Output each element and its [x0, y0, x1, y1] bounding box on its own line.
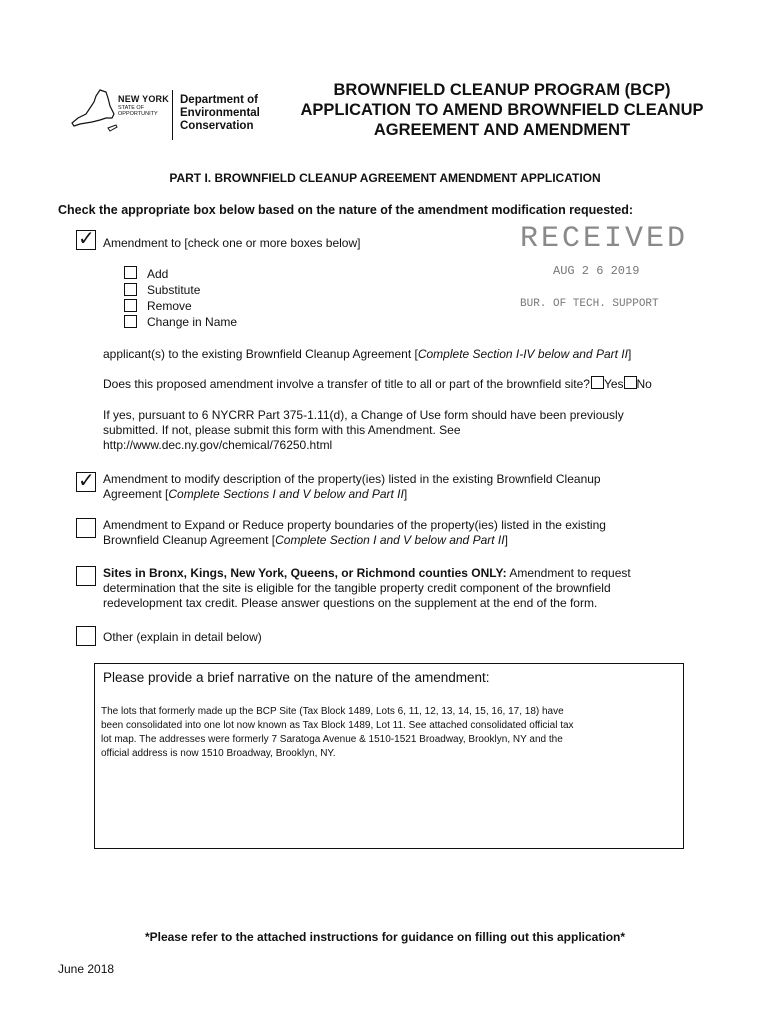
footer-note: *Please refer to the attached instructions for guidance on filling out this application*	[144, 930, 626, 944]
transfer-question	[103, 376, 652, 392]
new-york-state-outline-icon	[70, 88, 118, 140]
expand-reduce-instruction: Complete Section I and V below and Part II	[275, 533, 505, 547]
change-of-use-link[interactable]: http://www.dec.ny.gov/chemical/76250.html	[103, 438, 333, 452]
narrative-text	[101, 705, 676, 761]
amendment-applicant-label: Amendment to [check one or more boxes below]	[103, 236, 361, 250]
transfer-yes-checkbox[interactable]	[591, 376, 604, 389]
other-label: Other (explain in detail below)	[103, 630, 262, 644]
part-heading: PART I. BROWNFIELD CLEANUP AGREEMENT AMENDMENT APPLICATION	[169, 171, 601, 185]
applicant-text	[103, 347, 631, 362]
form-date: June 2018	[58, 962, 115, 976]
expand-reduce-label	[103, 518, 606, 548]
other-checkbox[interactable]	[76, 626, 96, 646]
transfer-no-checkbox[interactable]	[624, 376, 637, 389]
narrative-line-2: been consolidated into one lot now known as Tax Block 1489, Lot 11. See attached consolidated official tax	[101, 720, 574, 731]
ny-logo-tagline	[118, 105, 158, 117]
narrative-box[interactable]	[94, 663, 684, 849]
modify-description-line-2: Agreement [	[103, 487, 169, 501]
tangible-credit-counties: Sites in Bronx, Kings, New York, Queens, or Richmond counties ONLY:	[103, 566, 507, 580]
dept-name	[180, 94, 260, 133]
modify-description-label	[103, 472, 601, 502]
checkmark-icon: ✓	[78, 226, 95, 250]
tangible-credit-line-3: redevelopment tax credit. Please answer questions on the supplement at the end of the form.	[103, 596, 598, 610]
remove-label: Remove	[147, 299, 192, 313]
transfer-yes-label: Yes	[603, 377, 624, 391]
applicant-text-main: applicant(s) to the existing Brownfield Cleanup Agreement [	[103, 347, 418, 361]
modify-description-line-1: Amendment to modify description of the property(ies) listed in the existing Brownfield Cleanup	[103, 472, 601, 486]
form-title-line-2: APPLICATION TO AMEND BROWNFIELD CLEANUP	[300, 101, 704, 119]
dept-name-line-2: Environmental	[180, 107, 260, 119]
change-of-use-note	[103, 408, 624, 453]
modify-description-checkbox[interactable]	[76, 468, 96, 492]
expand-reduce-close: ]	[504, 533, 508, 547]
form-title-line-1: BROWNFIELD CLEANUP PROGRAM (BCP)	[333, 81, 671, 99]
add-checkbox[interactable]	[124, 266, 137, 279]
received-stamp-office: BUR. OF TECH. SUPPORT	[520, 298, 659, 310]
substitute-checkbox[interactable]	[124, 283, 137, 296]
narrative-line-1: The lots that formerly made up the BCP Site (Tax Block 1489, Lots 6, 11, 12, 13, 14, 15, 16, 17, 18) have	[101, 706, 564, 717]
amendment-applicant-checkbox[interactable]	[76, 226, 96, 250]
narrative-title: Please provide a brief narrative on the nature of the amendment:	[103, 670, 490, 685]
nys-dec-logo	[70, 84, 280, 144]
ny-logo-tagline-1: STATE OF	[118, 105, 145, 111]
modify-description-close: ]	[403, 487, 408, 501]
logo-divider	[172, 90, 173, 140]
change-of-use-note-line-2: submitted. If not, please submit this form with this Amendment. See	[103, 423, 461, 437]
dept-name-line-3: Conservation	[180, 120, 254, 132]
expand-reduce-checkbox[interactable]	[76, 518, 96, 538]
modify-description-instruction: Complete Sections I and V below and Part II	[168, 487, 404, 501]
dept-name-line-1: Department of	[180, 94, 258, 106]
tangible-credit-checkbox[interactable]	[76, 566, 96, 586]
received-stamp-date: AUG 2 6 2019	[553, 264, 640, 278]
transfer-no-label: No	[636, 377, 652, 391]
expand-reduce-line-2: Brownfield Cleanup Agreement [	[103, 533, 276, 547]
received-stamp: RECEIVED	[520, 222, 689, 256]
form-title	[282, 80, 722, 140]
applicant-text-close: ]	[627, 347, 632, 361]
narrative-line-4: official address is now 1510 Broadway, Brooklyn, NY.	[101, 748, 336, 759]
form-title-line-3: AGREEMENT AND AMENDMENT	[373, 121, 631, 139]
change-in-name-label: Change in Name	[147, 315, 238, 329]
tangible-credit-label	[103, 566, 631, 611]
checkmark-icon: ✓	[78, 468, 95, 492]
remove-checkbox[interactable]	[124, 299, 137, 312]
expand-reduce-line-1: Amendment to Expand or Reduce property boundaries of the property(ies) listed in the existing	[103, 518, 606, 532]
tangible-credit-line-2: determination that the site is eligible for the tangible property credit component of the brownfield	[103, 581, 611, 595]
applicant-text-instruction: Complete Section I-IV below and Part II	[417, 347, 628, 361]
change-in-name-checkbox[interactable]	[124, 315, 137, 328]
substitute-label: Substitute	[147, 283, 201, 297]
change-of-use-note-line-1: If yes, pursuant to 6 NYCRR Part 375-1.11(d), a Change of Use form should have been previously	[103, 408, 624, 422]
narrative-line-3: lot map. The addresses were formerly 7 Saratoga Avenue & 1510-1521 Broadway, Brooklyn, NY and the	[101, 734, 563, 745]
transfer-question-text: Does this proposed amendment involve a transfer of title to all or part of the brownfield site?	[103, 377, 590, 391]
instruction-text: Check the appropriate box below based on the nature of the amendment modification requested:	[58, 203, 634, 217]
ny-logo-tagline-2: OPPORTUNITY	[118, 111, 158, 117]
tangible-credit-line-1: Amendment to request	[506, 566, 631, 580]
add-label: Add	[147, 267, 169, 281]
ny-logo-name: NEW YORK	[118, 94, 169, 104]
